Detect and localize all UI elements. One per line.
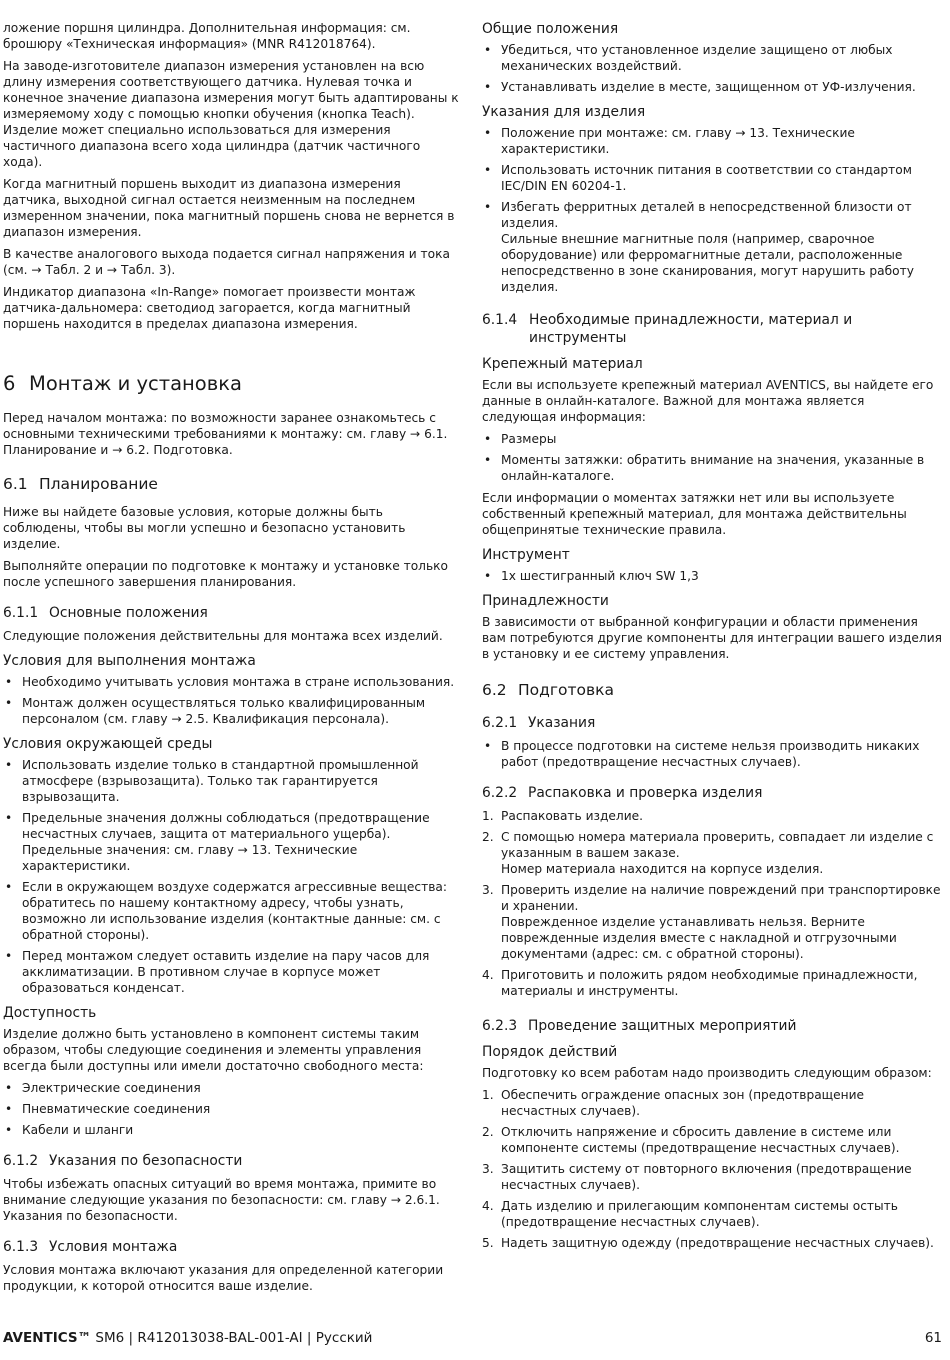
paragraph: Если информации о моментах затяжки нет или вы используете собственный крепежный материал, для монтажа действительны общепринятые технические правила. <box>482 491 907 537</box>
subheading-procedure: Порядок действий <box>482 1044 618 1060</box>
footer-info <box>3 1329 372 1347</box>
section-heading-6-2-2 <box>482 784 942 802</box>
section-title: Монтаж и установка <box>29 372 242 395</box>
list-item <box>482 1124 942 1156</box>
list-item <box>482 882 942 962</box>
step-text: Отключить напряжение и сбросить давление в системе или компоненте системы (предотвращение несчастных случаев). <box>501 1125 900 1155</box>
section-heading-6-1-1 <box>3 604 460 622</box>
step-text: Приготовить и положить рядом необходимые принадлежности, материалы и инструменты. <box>501 968 918 998</box>
section-title: Указания по безопасности <box>49 1153 243 1169</box>
paragraph: Индикатор диапазона «In-Range» помогает произвести монтаж датчика-дальномера: светодиод загорается, когда магнитный поршень находится в пределах диапазона измерения. <box>3 285 416 331</box>
section-number: 6 <box>3 372 16 395</box>
step-text: С помощью номера материала проверить, совпадает ли изделие с указанным в вашем заказе. <box>501 830 934 860</box>
step-number: 5. <box>482 1236 494 1250</box>
section-title: Условия монтажа <box>49 1239 178 1255</box>
list-item: • Устанавливать изделие в месте, защищенном от УФ-излучения. <box>482 79 942 95</box>
brand-name: AVENTICS™ <box>3 1330 92 1346</box>
step-text: Обеспечить ограждение опасных зон (предотвращение несчастных случаев). <box>501 1088 865 1118</box>
paragraph: Ниже вы найдете базовые условия, которые должны быть соблюдены, чтобы вы могли успешно и безопасно установить изделие. <box>3 505 406 551</box>
list-item: • Перед монтажом следует оставить изделие на пару часов для акклиматизации. В противном случае в корпусе может образоваться конденсат. <box>3 948 460 996</box>
list-item: • Электрические соединения <box>3 1080 460 1096</box>
paragraph: Условия монтажа включают указания для определенной категории продукции, к которой относится ваше изделие. <box>3 1263 444 1293</box>
list-item <box>482 1161 942 1193</box>
section-title: Основные положения <box>49 605 208 621</box>
step-number: 3. <box>482 883 494 897</box>
page-number: 61 <box>924 1330 942 1346</box>
step-number: 2. <box>482 830 494 844</box>
subheading-accessories: Принадлежности <box>482 593 609 609</box>
section-number: 6.2.2 <box>482 785 518 801</box>
section-title: Необходимые принадлежности, материал и инструменты <box>529 312 853 346</box>
paragraph: Если вы используете крепежный материал AVENTICS, вы найдете его данные в онлайн-каталоге. Важной для монтажа является следующая информация: <box>482 378 934 424</box>
paragraph: Выполняйте операции по подготовке к монтажу и установке только после успешного завершения планирования. <box>3 559 448 589</box>
step-number: 4. <box>482 968 494 982</box>
list-item <box>482 829 942 877</box>
numbered-list-unpacking <box>482 808 942 999</box>
list-item: • Размеры <box>482 431 942 447</box>
section-heading-6-2-3 <box>482 1017 942 1035</box>
bullet-list-product <box>482 125 942 295</box>
subheading-tool: Инструмент <box>482 547 570 563</box>
step-text: Дать изделию и прилегающим компонентам системы остыть (предотвращение несчастных случаев). <box>501 1199 898 1229</box>
left-column <box>3 20 460 1300</box>
paragraph: Изделие должно быть установлено в компонент системы таким образом, чтобы следующие соединения и элементы управления всегда были доступны или имели достаточно свободного места: <box>3 1027 424 1073</box>
subheading-general: Общие положения <box>482 21 619 37</box>
bullet-list-accessibility <box>3 1080 460 1138</box>
paragraph: ложение поршня цилиндра. Дополнительная информация: см. брошюру «Техническая информация» (MNR R412018764). <box>3 21 411 51</box>
list-item: • Использовать источник питания в соответствии со стандартом IEC/DIN EN 60204-1. <box>482 162 942 194</box>
paragraph: Чтобы избежать опасных ситуаций во время монтажа, примите во внимание следующие указания по безопасности: см. главу → 2.6.1. Указания по безопасности. <box>3 1177 440 1223</box>
bullet-list-notes <box>482 738 942 770</box>
list-item: • 1x шестигранный ключ SW 1,3 <box>482 568 942 584</box>
step-text: Надеть защитную одежду (предотвращение несчастных случаев). <box>501 1236 934 1250</box>
section-heading-6 <box>3 372 460 396</box>
section-number: 6.2 <box>482 681 507 699</box>
list-item <box>482 1198 942 1230</box>
section-number: 6.1.4 <box>482 312 518 328</box>
bullet-list-environment <box>3 757 460 996</box>
bullet-list-fixing <box>482 431 942 484</box>
list-item <box>482 1087 942 1119</box>
list-item: • Если в окружающем воздухе содержатся агрессивные вещества: обратитесь по нашему контактному адресу, чтобы узнать, возможно ли использование изделия (контактные данные: см. с обратной стороны). <box>3 879 460 943</box>
list-item <box>482 1235 942 1251</box>
step-text: Защитить систему от повторного включения (предотвращение несчастных случаев). <box>501 1162 912 1192</box>
step-number: 2. <box>482 1125 494 1139</box>
paragraph: На заводе-изготовителе диапазон измерения установлен на всю длину измерения соответствующего датчика. Нулевая точка и конечное значение диапазона измерения могут быть адаптированы к измеряемому ходу с помощью кнопки обучения (кнопка Teach). Изделие может специально использоваться для измерения частичного диапазона всего хода цилиндра (датчик частичного хода). <box>3 59 459 169</box>
step-note: Поврежденное изделие устанавливать нельзя. Верните поврежденные изделия вместе с накладной и отгрузочными документами (адрес: см. с обратной стороны). <box>501 915 897 961</box>
step-text: Проверить изделие на наличие повреждений при транспортировке и хранении. <box>501 883 941 913</box>
page-footer <box>3 1329 942 1347</box>
list-item: • В процессе подготовки на системе нельзя производить никаких работ (предотвращение несчастных случаев). <box>482 738 942 770</box>
list-item: • Моменты затяжки: обратить внимание на значения, указанные в онлайн-каталоге. <box>482 452 942 484</box>
step-note: Номер материала находится на корпусе изделия. <box>501 862 824 876</box>
step-text: Распаковать изделие. <box>501 809 643 823</box>
step-number: 1. <box>482 1088 494 1102</box>
section-title: Распаковка и проверка изделия <box>528 785 763 801</box>
list-item: • Предельные значения должны соблюдаться (предотвращение несчастных случаев, защита от материального ущерба). Предельные значения: см. главу → 13. Технические характеристики. <box>3 810 460 874</box>
list-item-note: Сильные внешние магнитные поля (например, сварочное оборудование) или ферромагнитные детали, расположенные непосредственно в зоне сканирования, могут нарушить работу изделия. <box>501 232 914 294</box>
list-item <box>482 967 942 999</box>
section-number: 6.1.2 <box>3 1153 39 1169</box>
list-item: • Убедиться, что установленное изделие защищено от любых механических воздействий. <box>482 42 942 74</box>
numbered-list-safety <box>482 1087 942 1251</box>
right-column <box>482 20 942 1257</box>
subheading-product: Указания для изделия <box>482 104 646 120</box>
section-heading-6-1-2 <box>3 1152 460 1170</box>
section-title: Планирование <box>39 475 158 493</box>
section-number: 6.1 <box>3 475 28 493</box>
bullet-list-conditions <box>3 674 460 727</box>
step-number: 1. <box>482 809 494 823</box>
paragraph: Когда магнитный поршень выходит из диапазона измерения датчика, выходной сигнал остается неизменным на последнем измеренном значении, пока магнитный поршень снова не вернется в диапазон измерения. <box>3 177 455 239</box>
subheading-accessibility: Доступность <box>3 1005 97 1021</box>
section-number: 6.2.3 <box>482 1018 518 1034</box>
list-item: • Использовать изделие только в стандартной промышленной атмосфере (взрывозащита). Только так гарантируется взрывозащита. <box>3 757 460 805</box>
bullet-list-general <box>482 42 942 95</box>
list-item <box>482 808 942 824</box>
list-item: • Положение при монтаже: см. главу → 13. Технические характеристики. <box>482 125 942 157</box>
bullet-list-tool <box>482 568 942 584</box>
list-item: • Монтаж должен осуществляться только квалифицированным персоналом (см. главу → 2.5. Квалификация персонала). <box>3 695 460 727</box>
step-number: 3. <box>482 1162 494 1176</box>
paragraph: В зависимости от выбранной конфигурации и области применения вам потребуются другие компоненты для интеграции вашего изделия в установку и ее систему управления. <box>482 615 942 661</box>
list-item: • Необходимо учитывать условия монтажа в стране использования. <box>3 674 460 690</box>
list-item: • Кабели и шланги <box>3 1122 460 1138</box>
subheading-environment: Условия окружающей среды <box>3 736 213 752</box>
section-number: 6.1.3 <box>3 1239 39 1255</box>
section-heading-6-1 <box>3 474 460 494</box>
paragraph: Следующие положения действительны для монтажа всех изделий. <box>3 629 443 643</box>
section-heading-6-1-4 <box>482 311 942 347</box>
section-heading-6-2 <box>482 680 942 700</box>
section-heading-6-2-1 <box>482 714 942 732</box>
list-item <box>482 199 942 295</box>
paragraph: В качестве аналогового выхода подается сигнал напряжения и тока (см. → Табл. 2 и → Табл. 3). <box>3 247 450 277</box>
section-title: Подготовка <box>518 681 614 699</box>
step-number: 4. <box>482 1199 494 1213</box>
list-item-text: • Избегать ферритных деталей в непосредственной близости от изделия. <box>501 200 912 230</box>
paragraph: Перед началом монтажа: по возможности заранее ознакомьтесь с основными техническими требованиями к монтажу: см. главу → 6.1. Планирование и → 6.2. Подготовка. <box>3 411 448 457</box>
section-title: Проведение защитных мероприятий <box>528 1018 797 1034</box>
document-info: SM6 | R412013038-BAL-001-AI | Русский <box>91 1330 373 1346</box>
subheading-fixing: Крепежный материал <box>482 356 643 372</box>
section-heading-6-1-3 <box>3 1238 460 1256</box>
list-item: • Пневматические соединения <box>3 1101 460 1117</box>
section-number: 6.1.1 <box>3 605 39 621</box>
section-title: Указания <box>528 715 596 731</box>
subheading-conditions: Условия для выполнения монтажа <box>3 653 256 669</box>
paragraph: Подготовку ко всем работам надо производить следующим образом: <box>482 1066 932 1080</box>
section-number: 6.2.1 <box>482 715 518 731</box>
